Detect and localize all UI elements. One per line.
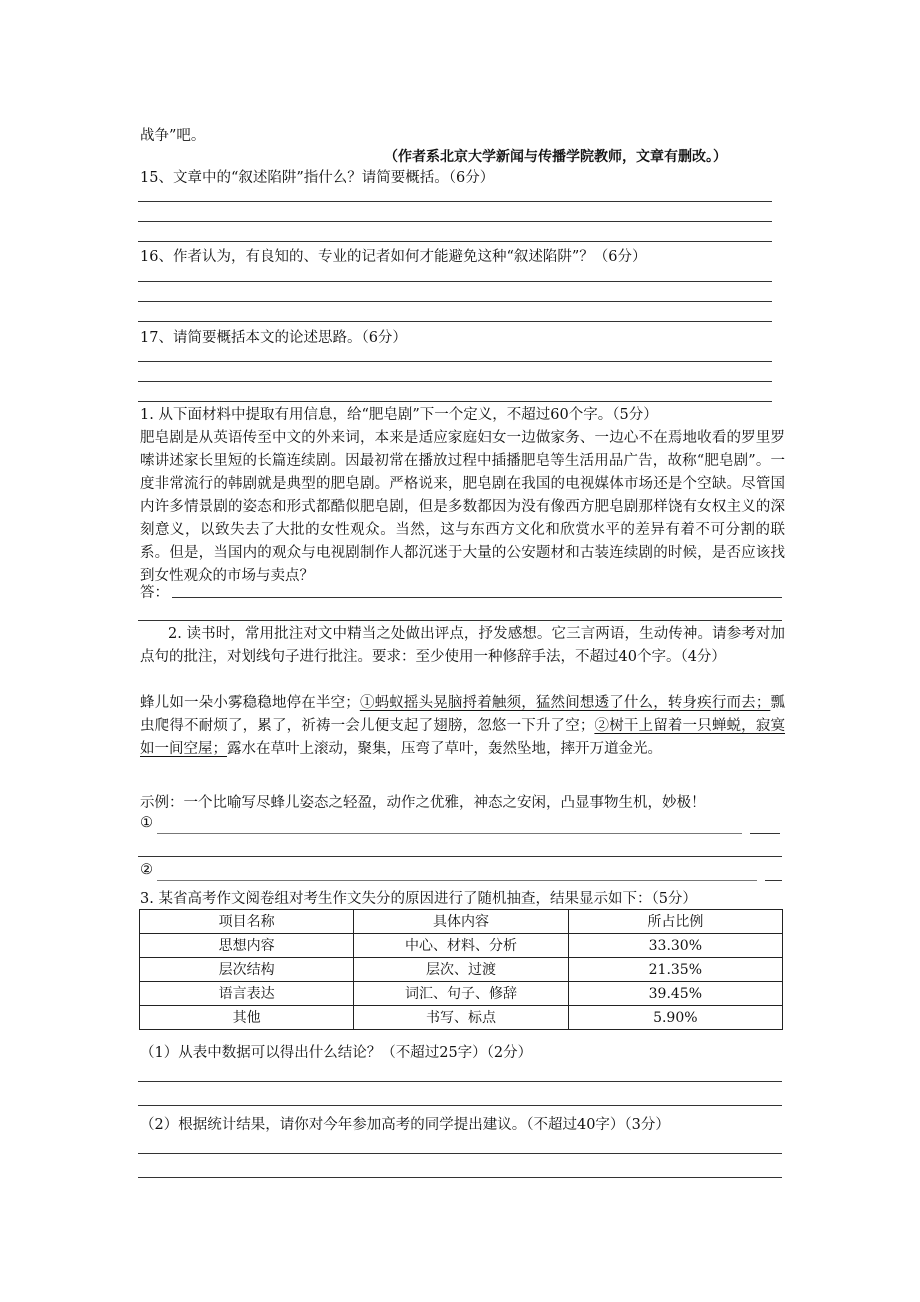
answer-line[interactable] bbox=[138, 301, 772, 302]
answer-line[interactable] bbox=[138, 1081, 782, 1082]
table-row bbox=[140, 958, 783, 982]
table-cell: 层次结构 bbox=[140, 958, 354, 982]
table-cell: 书写、标点 bbox=[354, 1006, 568, 1030]
answer-line[interactable] bbox=[138, 321, 772, 322]
table-row bbox=[140, 1006, 783, 1030]
answer-line[interactable] bbox=[138, 1105, 782, 1106]
answer-line[interactable] bbox=[765, 880, 782, 881]
continuation-text: 战争”吧。 bbox=[140, 128, 206, 144]
author-credit: （作者系北京大学新闻与传播学院教师，文章有删改。） bbox=[384, 149, 727, 165]
table-cell: 39.45% bbox=[568, 982, 782, 1006]
answer-label: 答： bbox=[140, 585, 169, 601]
annotation-example: 示例：一个比喻写尽蜂儿姿态之轻盈，动作之优雅，神态之安闲，凸显事物生机，妙极！ bbox=[140, 795, 706, 811]
table-row bbox=[140, 982, 783, 1006]
answer-line[interactable] bbox=[172, 597, 782, 598]
passage-sentence: 蜂儿如一朵小雾稳稳地停在半空； bbox=[140, 695, 360, 711]
underlined-sentence-2: ②树干上留着一只蝉蜕，寂寞如一间空屋； bbox=[140, 718, 786, 757]
question-16: 16、作者认为，有良知的、专业的记者如何才能避免这种“叙述陷阱”？（6分） bbox=[140, 249, 647, 265]
passage-sentence: 露水在草叶上滚动，聚集，压弯了草叶，轰然坠地，摔开万道金光。 bbox=[227, 741, 662, 757]
underlined-sentence-1: ①蚂蚁摇头晃脑捋着触须，猛然间想透了什么，转身疾行而去； bbox=[359, 695, 771, 711]
header-cell: 所占比例 bbox=[568, 910, 782, 934]
answer-line[interactable] bbox=[138, 241, 772, 242]
answer-line[interactable] bbox=[138, 620, 782, 621]
answer-line[interactable] bbox=[138, 381, 772, 382]
table-cell: 21.35% bbox=[568, 958, 782, 982]
table-cell: 其他 bbox=[140, 1006, 354, 1030]
answer-line[interactable] bbox=[157, 880, 757, 881]
annotation-marker-2: ② bbox=[140, 862, 153, 878]
table-row bbox=[140, 934, 783, 958]
question-17: 17、请简要概括本文的论述思路。（6分） bbox=[140, 330, 407, 346]
item-1-block bbox=[140, 404, 785, 588]
table-cell: 思想内容 bbox=[140, 934, 354, 958]
annotation-marker-1: ① bbox=[140, 815, 153, 831]
table-cell: 层次、过渡 bbox=[354, 958, 568, 982]
answer-line[interactable] bbox=[138, 1153, 782, 1154]
header-cell: 具体内容 bbox=[354, 910, 568, 934]
item-3-subquestion-2: （2）根据统计结果，请你对今年参加高考的同学提出建议。（不超过40字）（3分） bbox=[140, 1117, 670, 1133]
answer-line[interactable] bbox=[138, 361, 772, 362]
item-3-subquestion-1: （1）从表中数据可以得出什么结论？（不超过25字）（2分） bbox=[140, 1045, 533, 1061]
table-cell: 5.90% bbox=[568, 1006, 782, 1030]
answer-line[interactable] bbox=[138, 401, 772, 402]
table-cell: 中心、材料、分析 bbox=[354, 934, 568, 958]
table-cell: 语言表达 bbox=[140, 982, 354, 1006]
answer-line[interactable] bbox=[157, 833, 742, 834]
item-2-prompt: 2. 读书时，常用批注对文中精当之处做出评点，抒发感想。它三言两语，生动传神。请参考对加点句的批注，对划线句子进行批注。要求：至少使用一种修辞手法，不超过40个字。（4分） bbox=[140, 626, 785, 665]
answer-line[interactable] bbox=[138, 281, 772, 282]
score-loss-table bbox=[139, 909, 783, 1030]
answer-line[interactable] bbox=[750, 833, 780, 834]
passage-sentence: 瓢虫爬得不耐烦了，累了，祈祷一会儿便支起了翅膀，忽悠一下升了空； bbox=[140, 695, 786, 734]
answer-line[interactable] bbox=[138, 1177, 782, 1178]
answer-line[interactable] bbox=[138, 221, 772, 222]
question-15: 15、文章中的“叙述陷阱”指什么？请简要概括。（6分） bbox=[140, 170, 495, 186]
item-3-prompt: 3. 某省高考作文阅卷组对考生作文失分的原因进行了随机抽查，结果显示如下：（5分） bbox=[140, 891, 697, 907]
table-header-row bbox=[140, 910, 783, 934]
item-1-material: 肥皂剧是从英语传至中文的外来词，本来是适应家庭妇女一边做家务、一边心不在焉地收看的罗里罗嗦讲述家长里短的长篇连续剧。因最初常在播放过程中插播肥皂等生活用品广告，故称“肥皂剧”。一度非常流行的韩剧就是典型的肥皂剧。严格说来，肥皂剧在我国的电视媒体市场还是个空缺。尽管国内许多情景剧的姿态和形式都酷似肥皂剧，但是多数都因为没有像西方肥皂剧那样饶有女权主义的深刻意义，以致失去了大批的女性观众。当然，这与东西方文化和欣赏水平的差异有着不可分割的联系。但是，当国内的观众与电视剧制作人都沉迷于大量的公安题材和古装连续剧的时候，是否应该找到女性观众的市场与卖点？ bbox=[140, 430, 785, 584]
item-2-passage bbox=[140, 692, 785, 761]
item-1-prompt: 1. 从下面材料中提取有用信息，给“肥皂剧”下一个定义，不超过60个字。（5分） bbox=[140, 407, 658, 423]
answer-line[interactable] bbox=[138, 201, 772, 202]
table-cell: 33.30% bbox=[568, 934, 782, 958]
table-cell: 词汇、句子、修辞 bbox=[354, 982, 568, 1006]
answer-line[interactable] bbox=[138, 856, 782, 857]
header-cell: 项目名称 bbox=[140, 910, 354, 934]
